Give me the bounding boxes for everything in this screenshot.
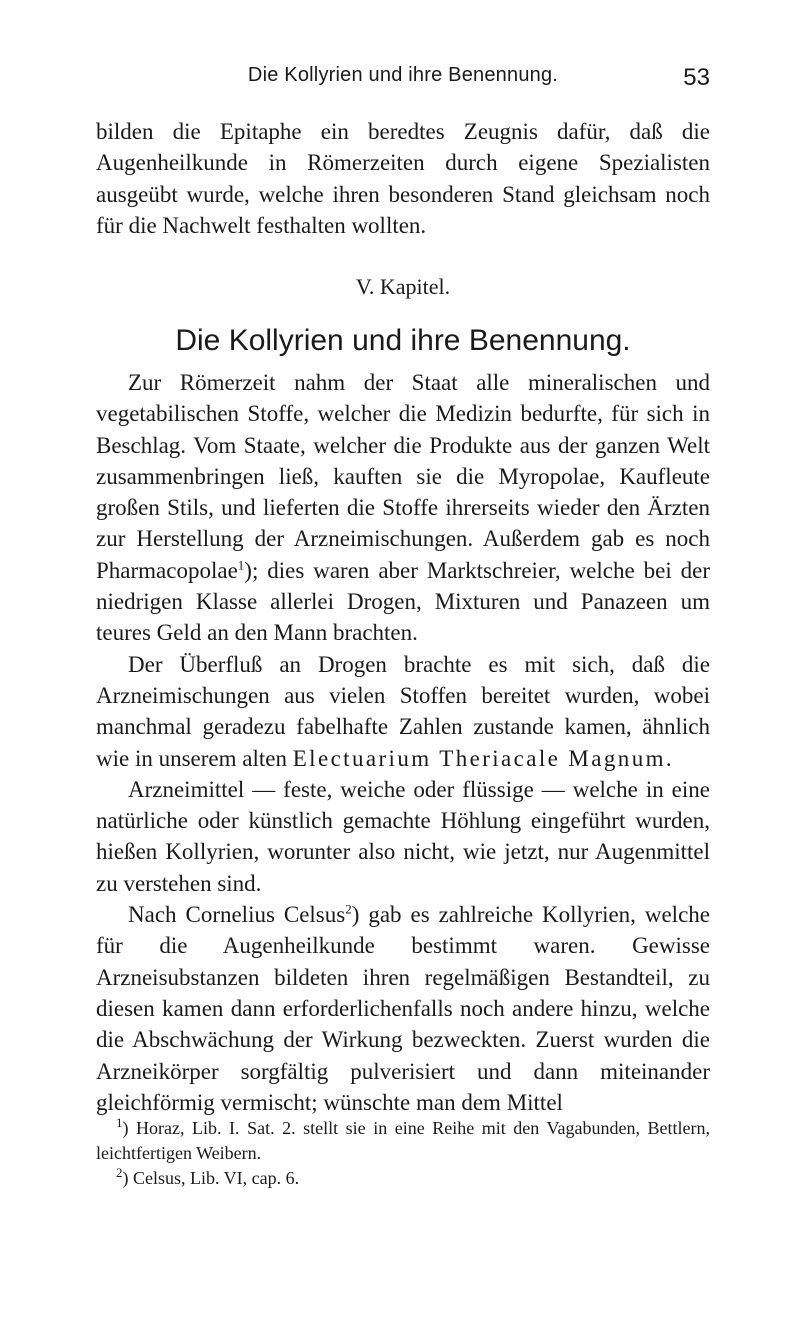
paragraph-2-spaced-term: Electuarium Theriacale Magnum — [292, 745, 666, 771]
paragraph-1 — [96, 367, 710, 649]
running-head — [96, 64, 710, 98]
chapter-label: V. Kapitel. — [355, 274, 451, 299]
paragraph-4-text-b: ) gab es zahlreiche Kollyrien, welche für die Augenheilkunde bestimmt waren. Gewisse Arzneisubstanzen bildeten ihren regelmäßigen Bestandteil, zu diesen kamen dann erforderlichenfalls noch andere hinzu, welche die Abschwächung der Wirkung bezweckten. Zuerst wurden die Arzneikörper sorgfältig pulverisiert und dann miteinander gleichförmig vermischt; wünschte man dem Mittel — [96, 902, 710, 1115]
paragraph-1-text-b: ); dies waren aber Marktschreier, welche bei der niedrigen Klasse allerlei Drogen, Mixturen und Panazeen um teures Geld an den Mann brachten. — [96, 557, 710, 646]
paragraph-1-text-a: Zur Römerzeit nahm der Staat alle mineralischen und vegetabilischen Stoffe, welcher die Medizin bedurfte, für sich in Beschlag. Vom Staate, welcher die Produkte aus der ganzen Welt zusammenbringen ließ, kauften sie die Myropolae, Kaufleute großen Stils, und lieferten die Stoffe ihrerseits wieder den Ärzten zur Herstellung der Arzneimischungen. Außerdem gab es noch Pharmacopolae — [96, 370, 710, 583]
footnote-1-text: ) Horaz, Lib. I. Sat. 2. stellt sie in eine Reihe mit den Vagabunden, Bettlern, leichtfertigen Weibern. — [96, 1118, 710, 1163]
footnote-mark-1: 1 — [116, 1115, 123, 1130]
page-number: 53 — [683, 64, 710, 91]
paragraph-2-text-b: . — [665, 745, 672, 771]
running-title: Die Kollyrien und ihre Benennung. — [247, 64, 559, 86]
footnote-mark-2: 2 — [116, 1165, 123, 1180]
footnotes — [96, 1116, 710, 1191]
section-heading: Die Kollyrien und ihre Benennung. — [175, 324, 631, 357]
footnote-ref-2: 2 — [345, 901, 352, 917]
paragraph-3: Arzneimittel — feste, weiche oder flüssige — welche in eine natürliche oder künstlich gemachte Höhlung eingeführt wurden, hießen Kollyrien, worunter also nicht, wie jetzt, nur Augenmittel zu verstehen sind. — [96, 776, 710, 896]
footnote-2-text: ) Celsus, Lib. VI, cap. 6. — [122, 1168, 300, 1188]
footnote-1 — [96, 1116, 710, 1166]
paragraph-4-text-a: Nach Cornelius Celsus — [128, 902, 346, 928]
paragraph-2 — [96, 649, 710, 774]
intro-text: bilden die Epitaphe ein beredtes Zeugnis dafür, daß die Augenheilkunde in Römerzeiten durch eigene Spezialisten ausgeübt wurde, welche ihren besonderen Stand gleichsam noch für die Nachwelt festhalten wollten. — [96, 119, 710, 238]
paragraph-2-text-a: Der Überfluß an Drogen brachte es mit sich, daß die Arzneimischungen aus vielen Stoffen bereitet wurden, wobei manchmal geradezu fabelhafte Zahlen zustande kamen, ähnlich wie in unserem alten — [96, 651, 710, 771]
paragraph-4 — [96, 899, 710, 1118]
intro-paragraph — [96, 116, 710, 241]
footnote-2 — [96, 1166, 710, 1191]
footnote-ref-1: 1 — [237, 557, 245, 573]
main-text — [96, 367, 710, 1118]
